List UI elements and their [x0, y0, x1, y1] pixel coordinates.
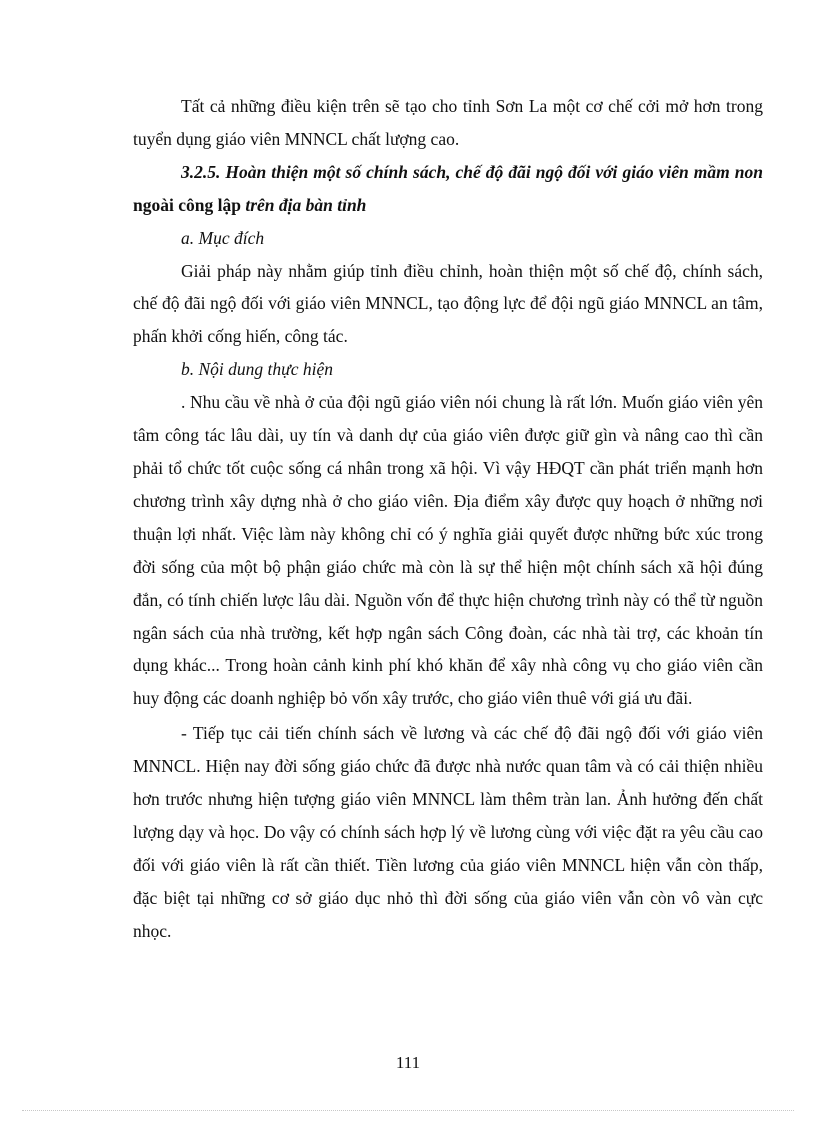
page-number: 111	[395, 1053, 421, 1072]
section-heading-italic-part: 3.2.5. Hoàn thiện một số chính sách, chế độ đãi ngộ đối với giáo viên mầm non	[181, 161, 763, 182]
section-heading-italic-tail: trên địa bàn tỉnh	[245, 194, 367, 215]
paragraph-housing: . Nhu cầu về nhà ở của đội ngũ giáo viên nói chung là rất lớn. Muốn giáo viên yên tâm công tác lâu dài, uy tín và danh dự của giáo viên được giữ gìn và nâng cao thì cần phải tổ chức tốt cuộc sống cá nhân trong xã hội. Vì vậy HĐQT cần phát triển mạnh hơn chương trình xây dựng nhà ở cho giáo viên. Địa điểm xây được quy hoạch ở những nơi thuận lợi nhất. Việc làm này không chỉ có ý nghĩa giải quyết được những bức xúc trong đời sống của một bộ phận giáo chức mà còn là sự thể hiện một chính sách xã hội đúng đắn, có tính chiến lược lâu dài. Nguồn vốn để thực hiện chương trình này có thể từ nguồn ngân sách của nhà trường, kết hợp ngân sách Công đoàn, các nhà tài trợ, các khoản tín dụng khác... Trong hoàn cảnh kinh phí khó khăn để xây nhà công vụ cho giáo viên cần huy động các doanh nghiệp bỏ vốn xây trước, cho giáo viên thuê với giá ưu đãi.	[133, 392, 763, 709]
subheading-purpose: a. Mục đích	[181, 227, 265, 248]
page-bottom-divider	[22, 1110, 794, 1111]
section-heading-plain-part: ngoài công lập	[133, 194, 246, 215]
paragraph-intro: Tất cả những điều kiện trên sẽ tạo cho tỉnh Sơn La một cơ chế cởi mở hơn trong tuyển dụng giáo viên MNNCL chất lượng cao.	[133, 96, 763, 149]
body-text	[133, 90, 763, 948]
paragraph-purpose: Giải pháp này nhằm giúp tỉnh điều chỉnh, hoàn thiện một số chế độ, chính sách, chế độ đãi ngộ đối với giáo viên MNNCL, tạo động lực để đội ngũ giáo MNNCL an tâm, phấn khởi cống hiến, công tác.	[133, 260, 763, 347]
section-heading	[133, 156, 763, 222]
subheading-content: b. Nội dung thực hiện	[181, 359, 333, 380]
paragraph-salary: - Tiếp tục cải tiến chính sách về lương và các chế độ đãi ngộ đối với giáo viên MNNCL. Hiện nay đời sống giáo chức đã được nhà nước quan tâm và có cải thiện nhiều hơn trước nhưng hiện tượng giáo viên MNNCL làm thêm tràn lan. Ảnh hưởng đến chất lượng dạy và học. Do vậy có chính sách hợp lý về lương cùng với việc đặt ra yêu cầu cao đối với giáo viên là rất cần thiết. Tiền lương của giáo viên MNNCL hiện vẫn còn thấp, đặc biệt tại những cơ sở giáo dục nhỏ thì đời sống của giáo viên vẫn còn vô vàn cực nhọc.	[133, 723, 763, 941]
